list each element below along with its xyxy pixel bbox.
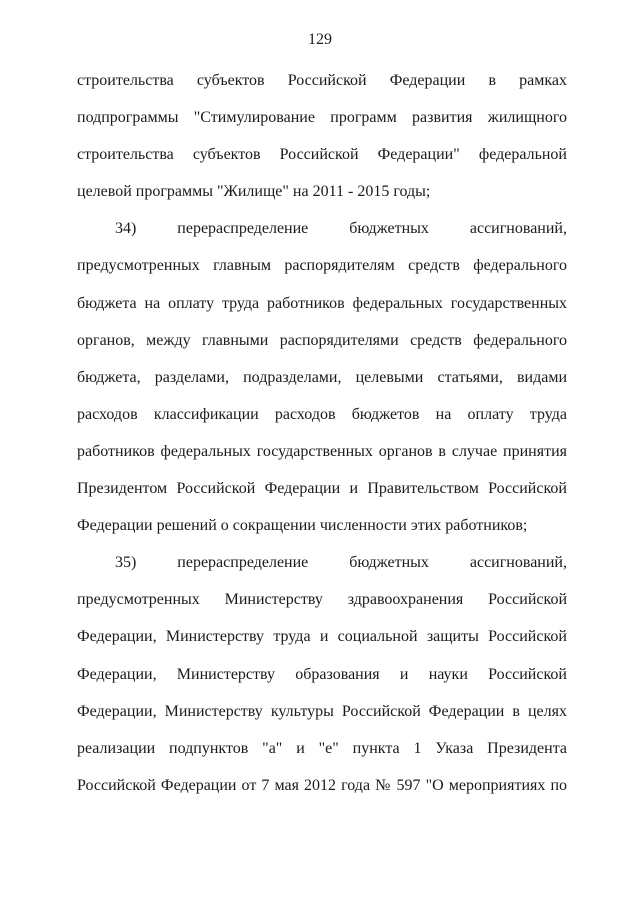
text-line: бюджета, разделами, подразделами, целевыми статьями, видами (77, 368, 567, 386)
text-line: 35) перераспределение бюджетных ассигнований, (115, 554, 567, 572)
text-line: расходов классификации расходов бюджетов на оплату труда (77, 405, 567, 423)
text-line: реализации подпунктов "а" и "е" пункта 1 Указа Президента (77, 739, 567, 757)
text-line: Российской Федерации от 7 мая 2012 года № 597 "О мероприятиях по (77, 776, 567, 794)
text-line: Федерации, Министерству образования и науки Российской (77, 665, 567, 683)
text-line: Федерации решений о сокращении численности этих работников; (77, 517, 528, 535)
text-line: работников федеральных государственных органов в случае принятия (77, 442, 567, 460)
paragraph-item-35 (77, 544, 567, 804)
document-body (77, 62, 567, 804)
text-line: целевой программы "Жилище" на 2011 - 2015 годы; (77, 183, 431, 201)
text-line: предусмотренных главным распорядителям средств федерального (77, 257, 567, 275)
text-line: органов, между главными распорядителями средств федерального (77, 331, 567, 349)
text-line: бюджета на оплату труда работников федеральных государственных (77, 294, 567, 312)
text-line: Президентом Российской Федерации и Правительством Российской (77, 480, 567, 498)
text-line: Федерации, Министерству труда и социальной защиты Российской (77, 628, 567, 646)
text-line: 34) перераспределение бюджетных ассигнований, (115, 220, 567, 238)
text-line: предусмотренных Министерству здравоохранения Российской (77, 591, 567, 609)
paragraph-item-34 (77, 210, 567, 544)
paragraph-continuation (77, 62, 567, 210)
text-line: строительства субъектов Российской Федерации" федеральной (77, 146, 567, 164)
text-line: Федерации, Министерству культуры Российской Федерации в целях (77, 702, 567, 720)
text-line: строительства субъектов Российской Федерации в рамках (77, 72, 567, 89)
page-number: 129 (308, 31, 332, 48)
text-line: подпрограммы "Стимулирование программ развития жилищного (77, 109, 567, 127)
